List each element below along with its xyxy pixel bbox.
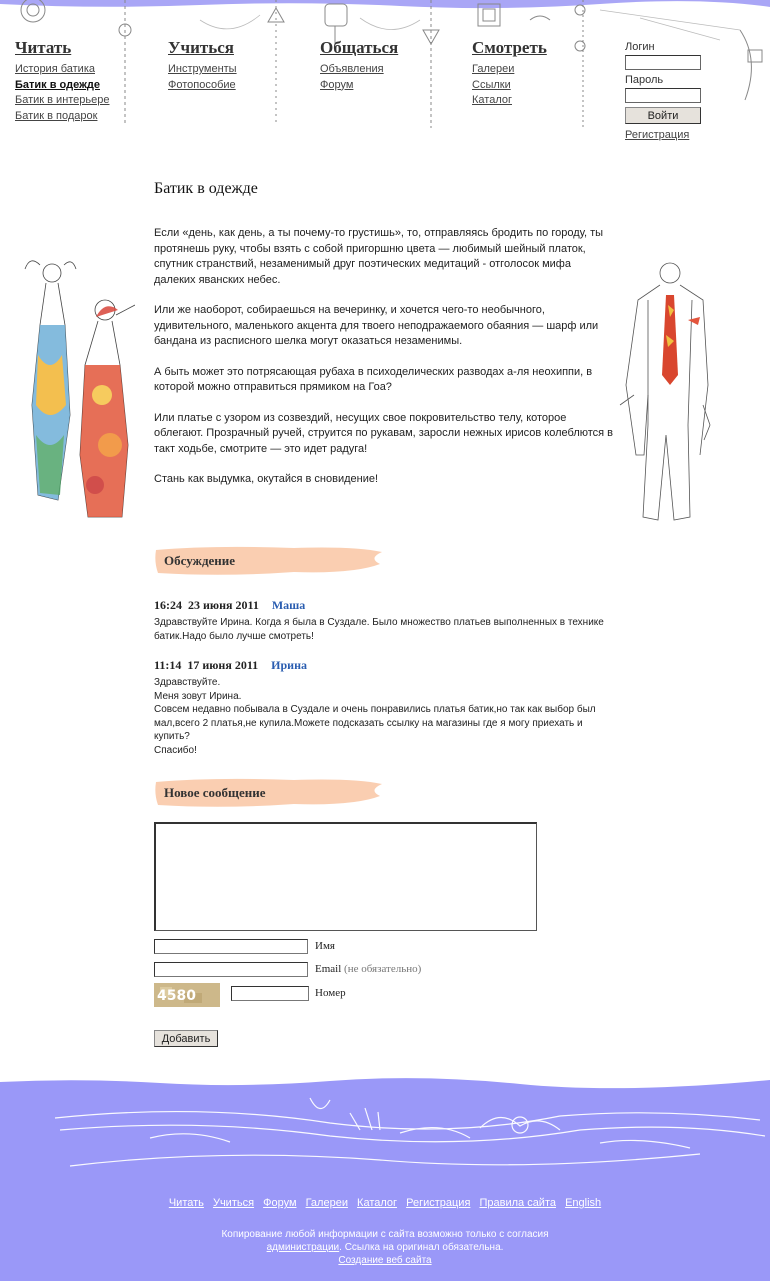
- comment-date: 17 июня 2011: [187, 658, 259, 672]
- new-message-heading: [154, 776, 384, 810]
- nav-link-tools[interactable]: Инструменты: [168, 63, 237, 75]
- nav-watch: [472, 38, 547, 109]
- comment-time: 16:24: [154, 598, 182, 612]
- article-paragraph: Или платье с узором из созвездий, несущих свое покровительство телу, которое облегают. Прозрачный ручей, струится по рукавам, заросли нежных ирисов колеблются в такт ходьбе, смотрите — это идет радуга!: [154, 411, 614, 455]
- comment-time: 11:14: [154, 658, 182, 672]
- article-paragraph: Или же наоборот, собираешься на вечеринку, и хочется чего-то необычного, удивительного, маленького акцента для твоего неподражаемого обаяния — шарф или бандана из расписного шелка могут оказаться незаменимы.: [154, 304, 599, 347]
- nav-link-links[interactable]: Ссылки: [472, 78, 511, 91]
- footer-link-learn[interactable]: Учиться: [212, 1197, 255, 1209]
- new-message-heading-text: Новое сообщение: [164, 785, 266, 800]
- nav-read: [15, 38, 110, 124]
- comment-author[interactable]: Ирина: [271, 658, 308, 672]
- nav-link-history[interactable]: История батика: [15, 63, 95, 75]
- captcha-label: Номер: [315, 987, 346, 999]
- add-message-button[interactable]: Добавить: [154, 1030, 218, 1047]
- footer-link-english[interactable]: English: [565, 1197, 602, 1209]
- nav-link-ads[interactable]: Объявления: [320, 63, 384, 75]
- password-input[interactable]: [625, 88, 701, 103]
- register-link[interactable]: Регистрация: [625, 129, 690, 141]
- comment-text: Здравствуйте. Меня зовут Ирина. Совсем недавно побывала в Суздале и очень понравились платья батик,но так как выбор был мал,всего 2 платья,не купила.Можете подсказать ссылку на магазины где я могу приехать и купить? Спасибо!: [154, 677, 596, 756]
- copyright-line-1: Копирование любой информации с сайта возможно только с согласия: [221, 1229, 549, 1240]
- nav-title-read[interactable]: Читать: [15, 38, 72, 57]
- article-paragraph: Если «день, как день, а ты почему-то грустишь», то, отправляясь бродить по городу, ты протянешь руку, чтобы взять с собой пригоршню цвета — любимый шейный платок, спутник странствий, незаменимый друг поэтических медитаций - отголосок мифа далеких яванских небес.: [154, 227, 604, 286]
- nav-title-communicate[interactable]: Общаться: [320, 38, 399, 57]
- name-input[interactable]: [154, 939, 308, 954]
- comment-meta: [154, 598, 604, 614]
- discussion-heading: [154, 544, 384, 578]
- nav-link-clothing[interactable]: Батик в одежде: [15, 78, 100, 91]
- footer-link-rules[interactable]: Правила сайта: [479, 1197, 556, 1209]
- nav-title-learn[interactable]: Учиться: [168, 38, 234, 57]
- footer-link-forum[interactable]: Форум: [263, 1197, 297, 1209]
- footer-link-galleries[interactable]: Галереи: [305, 1197, 348, 1209]
- nav-link-photo-guide[interactable]: Фотопособие: [168, 78, 236, 91]
- nav-link-interior[interactable]: Батик в интерьере: [15, 94, 110, 106]
- web-design-credit-link[interactable]: Создание веб сайта: [338, 1255, 432, 1266]
- credit-line: [0, 1254, 770, 1267]
- password-label: Пароль: [625, 74, 664, 86]
- email-label-wrap: [315, 963, 421, 975]
- comment-author[interactable]: Маша: [271, 598, 306, 612]
- article-paragraph: А быть может это потрясающая рубаха в психоделических разводах а-ля неохиппи, в которой можно отправиться прямиком на Гоа?: [154, 365, 593, 393]
- administration-link[interactable]: администрации: [266, 1242, 340, 1253]
- nav-learn: [168, 38, 237, 93]
- copyright-line-2-text: . Ссылка на оригинал обязательна.: [339, 1242, 504, 1253]
- nav-title-watch[interactable]: Смотреть: [472, 38, 547, 57]
- nav-link-gift[interactable]: Батик в подарок: [15, 109, 98, 122]
- captcha-input[interactable]: [231, 986, 309, 1001]
- captcha-text: 4580: [157, 988, 196, 1004]
- comment-text: Здравствуйте Ирина. Когда я была в Суздале. Было множество платьев выполненных в технике батик.Надо было лучше смотреть!: [154, 617, 604, 642]
- email-label: Email: [315, 963, 342, 975]
- comment: [154, 598, 604, 643]
- name-label: Имя: [315, 940, 335, 952]
- nav-link-forum[interactable]: Форум: [320, 78, 354, 91]
- footer-link-catalog[interactable]: Каталог: [357, 1197, 398, 1209]
- message-textarea[interactable]: [154, 822, 537, 931]
- article-paragraph: Стань как выдумка, окутайся в сновидение!: [154, 473, 379, 485]
- women-in-batik-illustration: [10, 255, 135, 525]
- login-form: [625, 41, 715, 141]
- nav-link-galleries[interactable]: Галереи: [472, 63, 515, 75]
- footer-link-register[interactable]: Регистрация: [406, 1197, 471, 1209]
- email-optional-note: (не обязательно): [344, 963, 422, 975]
- nav-link-catalog[interactable]: Каталог: [472, 94, 512, 106]
- site-header: [0, 0, 770, 140]
- comment-meta: [154, 658, 604, 674]
- comment: [154, 658, 604, 757]
- article: [154, 176, 614, 503]
- discussion-heading-text: Обсуждение: [164, 553, 236, 568]
- captcha-image: [154, 983, 220, 1007]
- footer-nav: [0, 1197, 770, 1209]
- nav-communicate: [320, 38, 398, 93]
- email-input[interactable]: [154, 962, 308, 977]
- login-label: Логин: [625, 41, 655, 53]
- page-title: Батик в одежде: [154, 180, 258, 197]
- footer-copyright: [0, 1228, 770, 1267]
- comment-date: 23 июня 2011: [188, 598, 259, 612]
- man-in-suit-illustration: [608, 255, 728, 530]
- login-input[interactable]: [625, 55, 701, 70]
- login-button[interactable]: Войти: [625, 107, 701, 124]
- footer-link-read[interactable]: Читать: [168, 1197, 204, 1209]
- copyright-line-2: [0, 1241, 770, 1254]
